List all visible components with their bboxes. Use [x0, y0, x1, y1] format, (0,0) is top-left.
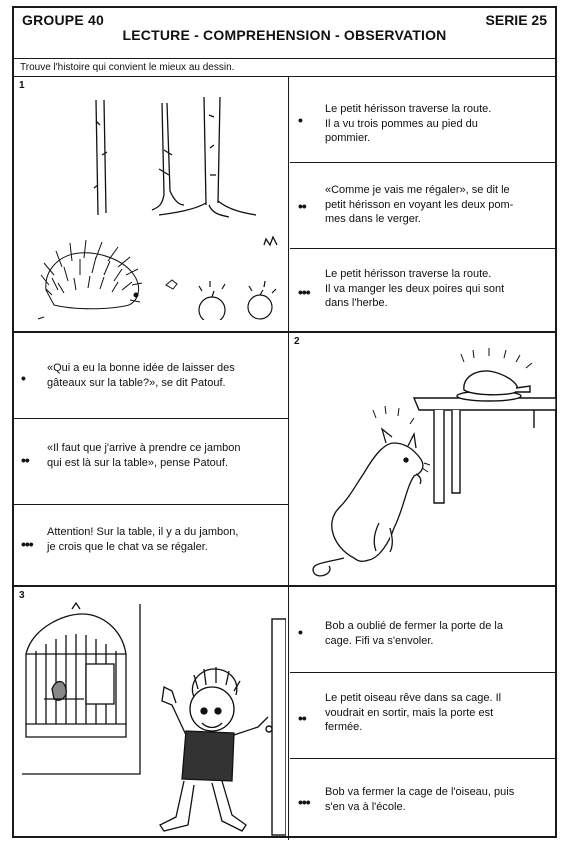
option-text: Attention! Sur la table, il y a du jambon, je crois que le chat va se régaler.: [47, 526, 239, 553]
marker-three-dots: •••: [298, 794, 310, 810]
option-2-three-dots[interactable]: [14, 505, 288, 587]
option-text: «Il faut que j'arrive à prendre ce jambon qui est là sur la table», pense Patouf.: [47, 442, 241, 469]
page-title: LECTURE - COMPREHENSION - OBSERVATION: [122, 27, 447, 43]
section-number: 3: [19, 590, 25, 601]
option-3-three-dots[interactable]: [290, 759, 555, 840]
option-text: «Qui a eu la bonne idée de laisser des gâteaux sur la table?», se dit Patouf.: [47, 362, 235, 389]
exercise-section-2: [14, 333, 555, 587]
section-number: 1: [19, 80, 25, 91]
exercise-section-3: [14, 587, 555, 840]
worksheet-header: [14, 8, 555, 59]
group-label: GROUPE 40: [22, 12, 104, 28]
marker-one-dot: •: [21, 370, 25, 386]
marker-two-dots: ••: [298, 198, 306, 214]
serie-label: SERIE 25: [485, 12, 547, 28]
marker-three-dots: •••: [298, 284, 310, 300]
option-text: Le petit hérisson traverse la route. Il a vu trois pommes au pied du pommier.: [325, 103, 492, 144]
marker-two-dots: ••: [298, 710, 306, 726]
worksheet-page: [12, 6, 557, 838]
marker-three-dots: •••: [21, 536, 33, 552]
option-2-two-dots[interactable]: [14, 419, 288, 505]
instruction-text: Trouve l'histoire qui convient le mieux au dessin.: [14, 59, 555, 77]
marker-one-dot: •: [298, 112, 302, 128]
option-text: Bob a oublié de fermer la porte de la cage. Fifi va s'envoler.: [325, 620, 503, 647]
option-1-two-dots[interactable]: [290, 163, 555, 249]
marker-one-dot: •: [298, 624, 302, 640]
hedgehog-apples-drawing: [34, 95, 279, 320]
marker-two-dots: ••: [21, 452, 29, 468]
exercise-section-1: [14, 77, 555, 333]
option-text: Le petit hérisson traverse la route. Il va manger les deux poires qui sont dans l'herbe.: [325, 268, 505, 309]
option-3-two-dots[interactable]: [290, 673, 555, 759]
cat-ham-table-drawing: [294, 348, 556, 584]
option-text: Le petit oiseau rêve dans sa cage. Il voudrait en sortir, mais la porte est fermée.: [325, 692, 502, 733]
option-text: Bob va fermer la cage de l'oiseau, puis s'en va à l'école.: [325, 786, 515, 813]
option-1-three-dots[interactable]: [290, 249, 555, 333]
boy-birdcage-drawing: [22, 599, 286, 837]
option-3-single-dot[interactable]: [290, 587, 555, 673]
option-1-single-dot[interactable]: [290, 77, 555, 163]
section-number: 2: [294, 336, 300, 347]
option-text: «Comme je vais me régaler», se dit le petit hérisson en voyant les deux pom- mes dans le verger.: [325, 184, 514, 225]
option-2-single-dot[interactable]: [14, 333, 288, 419]
